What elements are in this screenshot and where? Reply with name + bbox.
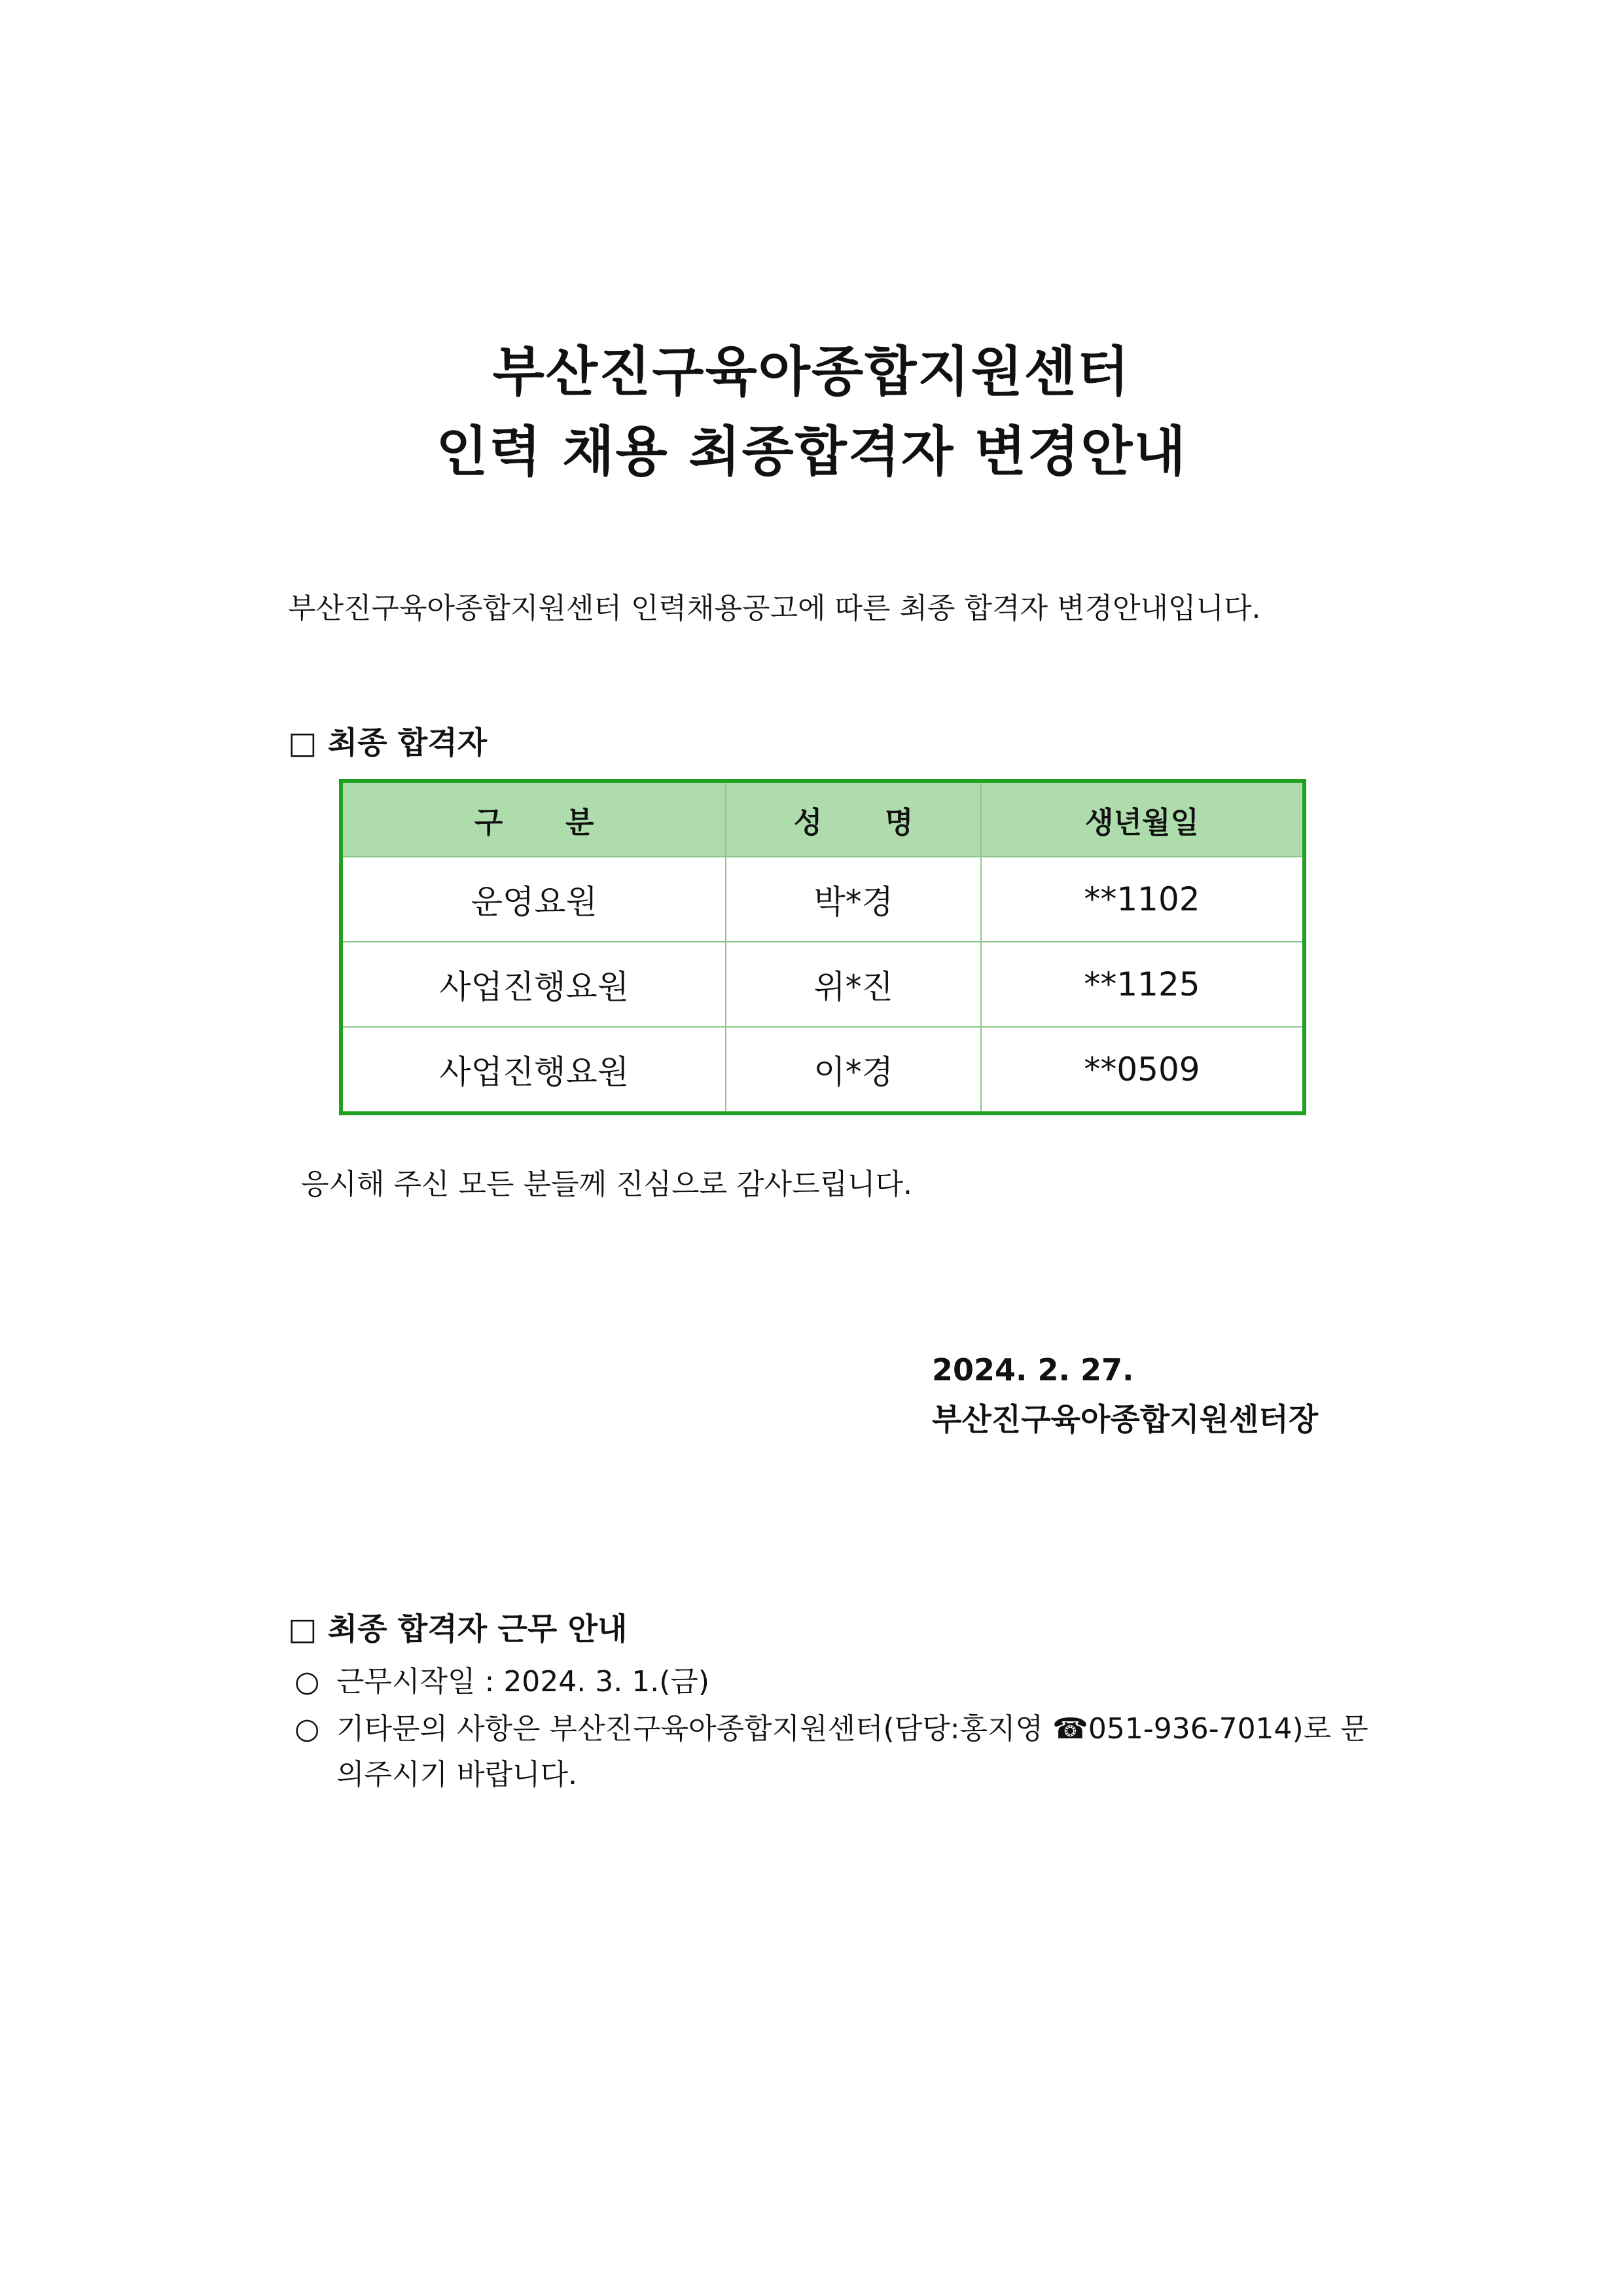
cell-category: 사업진행요원 [341,942,726,1027]
list-item-start-date [294,1665,710,1698]
document-title-line-1: 부산진구육아종합지원센터 [492,341,1131,403]
section-heading-final-successful: □ 최종 합격자 [288,725,488,761]
list-item-text: 근무시작일 : 2024. 3. 1.(금) [336,1665,710,1698]
table-row [341,942,1304,1027]
cell-birthdate: **0509 [981,1027,1304,1113]
cell-birthdate: **1125 [981,942,1304,1027]
circle-bullet-icon: ○ [294,1712,320,1746]
intro-text: 부산진구육아종합지원센터 인력채용공고에 따른 최종 합격자 변경안내입니다. [288,592,1261,625]
cell-name: 위*진 [726,942,981,1027]
list-item-contact [294,1712,1368,1746]
table-row [341,857,1304,942]
successful-candidates-table [339,779,1306,1115]
header-birthdate: 생년월일 [981,781,1304,857]
signer-title: 부산진구육아종합지원센터장 [932,1402,1319,1438]
thanks-text: 응시해 주신 모든 분들께 진심으로 감사드립니다. [301,1168,912,1201]
document-date: 2024. 2. 27. [932,1352,1134,1388]
cell-category: 운영요원 [341,857,726,942]
list-item-contact-continuation: 의주시기 바랍니다. [336,1758,578,1791]
table-header-row [341,781,1304,857]
section-heading-work-info: □ 최종 합격자 근무 안내 [288,1611,628,1647]
header-category: 구 분 [341,781,726,857]
table-row [341,1027,1304,1113]
cell-name: 박*경 [726,857,981,942]
document-title-line-2: 인력 채용 최종합격자 변경안내 [436,421,1187,483]
cell-category: 사업진행요원 [341,1027,726,1113]
list-item-text: 기타문의 사항은 부산진구육아종합지원센터(담당:홍지영 ☎051-936-7014)로 문 [336,1712,1368,1746]
cell-name: 이*경 [726,1027,981,1113]
cell-birthdate: **1102 [981,857,1304,942]
header-name: 성 명 [726,781,981,857]
circle-bullet-icon: ○ [294,1665,320,1698]
